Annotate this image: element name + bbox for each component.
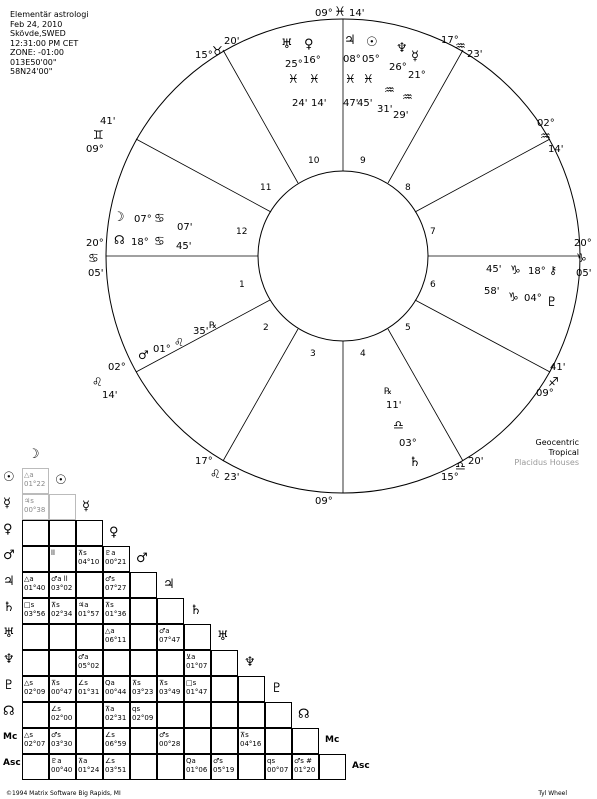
chart-time: 12:31:00 PM CET (10, 38, 79, 48)
aspect-orb: 02°00 (51, 714, 73, 722)
aspect-cell (130, 598, 157, 624)
mars-icon: ♂ (138, 348, 149, 362)
aspect-type: △a (24, 471, 34, 479)
h9-minute: 23' (467, 49, 483, 60)
neptune-degree: 26° (389, 62, 407, 73)
grid-diagonal-12: Asc (352, 761, 370, 771)
jupiter-degree: 08° (343, 54, 361, 65)
grid-row-label-7: ♆ (3, 652, 15, 667)
aspect-cell (49, 520, 76, 546)
grid-diagonal-4: ♂ (136, 551, 148, 566)
grid-diagonal-7: ♅ (217, 629, 229, 644)
house-number-2: 2 (263, 323, 269, 333)
aspect-orb: 03°02 (51, 584, 73, 592)
h6-minute: 41' (550, 362, 566, 373)
mars-minute: 35' (193, 326, 209, 337)
sun-minute: 45' (357, 98, 373, 109)
aspect-cell (103, 650, 130, 676)
house-number-9: 9 (360, 156, 366, 166)
aspect-cell (184, 676, 211, 702)
aspect-cell (49, 624, 76, 650)
aspect-type: ♇a (105, 549, 116, 557)
aspect-orb: 01°36 (105, 610, 127, 618)
aspect-type: qs (267, 757, 276, 765)
grid-row-label-8: ♇ (3, 678, 15, 693)
grid-row-label-1: ☿ (3, 496, 11, 511)
aspect-cell (211, 702, 238, 728)
aspect-cell (265, 702, 292, 728)
jupiter-icon: ♃ (344, 33, 356, 48)
aspect-cell (184, 624, 211, 650)
house-number-6: 6 (430, 280, 436, 290)
aspect-orb: 01°40 (24, 584, 46, 592)
grid-diagonal-6: ♄ (190, 603, 202, 618)
footer-program: Tyl Wheel (538, 790, 567, 797)
sun-degree: 05° (362, 54, 380, 65)
aspect-cell (22, 598, 49, 624)
inner-circle (258, 171, 428, 341)
aspect-type: ∠s (105, 757, 115, 765)
venus-sign: ♓ (309, 72, 320, 86)
aspect-type: ♂s (159, 731, 169, 739)
aspect-cell (184, 754, 211, 780)
aspect-cell (49, 650, 76, 676)
h6-degree: 09° (536, 388, 554, 399)
h3-sign-leo: ♌ (210, 467, 221, 481)
h2-sign-leo: ♌ (92, 375, 103, 389)
aspect-cell (76, 546, 103, 572)
grid-row-label-11: Asc (3, 758, 21, 768)
mercury-degree: 21° (408, 70, 426, 81)
aspect-cell (22, 676, 49, 702)
jupiter-minute: 47' (343, 98, 359, 109)
aspect-orb: 00°44 (105, 688, 127, 696)
aspect-orb: 00°28 (159, 740, 181, 748)
aspect-orb: 04°16 (240, 740, 262, 748)
aspect-cell (76, 624, 103, 650)
aspect-cell (22, 520, 49, 546)
grid-row-label-4: ♃ (3, 574, 15, 589)
house-number-5: 5 (405, 323, 411, 333)
house-number-10: 10 (308, 156, 320, 166)
aspect-cell (265, 728, 292, 754)
mercury-sign: ♒ (402, 90, 413, 104)
aspect-cell (130, 624, 157, 650)
chart-latitude: 58N24'00" (10, 67, 53, 76)
aspect-orb: 00°38 (24, 506, 46, 514)
aspect-cell (22, 650, 49, 676)
uranus-degree: 25° (285, 59, 303, 70)
aspect-cell (157, 598, 184, 624)
chart-date: Feb 24, 2010 (10, 19, 63, 29)
grid-row-label-10: Mc (3, 732, 18, 742)
mc-sign-pisces: ♓ (334, 5, 346, 20)
house-number-12: 12 (236, 227, 248, 237)
footer-copyright: ©1994 Matrix Software Big Rapids, MI (6, 790, 121, 797)
aspect-type: ♂s (105, 575, 115, 583)
aspect-cell (130, 676, 157, 702)
aspect-cell (76, 702, 103, 728)
aspect-type: ♃s (24, 497, 34, 505)
chart-title: Elementär astrologi (10, 10, 89, 19)
h3-degree: 17° (195, 456, 213, 467)
neptune-icon: ♆ (396, 41, 408, 56)
aspect-cell (157, 754, 184, 780)
aspect-type: ⊼s (240, 731, 249, 739)
aspect-orb: 04°10 (78, 558, 100, 566)
aspect-type: ♂a (78, 653, 89, 661)
aspect-cell (22, 754, 49, 780)
grid-diagonal-10: ☊ (298, 707, 310, 722)
aspect-orb: 03°51 (105, 766, 127, 774)
h8-degree: 02° (537, 118, 555, 129)
aspect-cell (22, 702, 49, 728)
legend-houses: Placidus Houses (514, 458, 579, 467)
aspect-cell (103, 754, 130, 780)
mars-sign: ♌ (174, 336, 184, 349)
node-degree: 18° (131, 237, 149, 248)
mc-minute: 14' (349, 8, 365, 19)
aspect-type: ♇a (51, 757, 62, 765)
aspect-cell (184, 702, 211, 728)
grid-row-label-6: ♅ (3, 626, 15, 641)
planet-positions (113, 33, 558, 470)
grid-diagonal-2: ☿ (82, 499, 90, 514)
aspect-cell (103, 676, 130, 702)
aspect-cell (76, 520, 103, 546)
pluto-minute: 58' (484, 286, 500, 297)
aspect-cell (157, 728, 184, 754)
aspect-type: △a (24, 575, 34, 583)
grid-diagonal-0: ☽ (28, 447, 40, 462)
grid-diagonal-5: ♃ (163, 577, 175, 592)
neptune-sign: ♒ (384, 83, 395, 97)
aspect-orb: 07°27 (105, 584, 127, 592)
aspect-type: Qa (105, 679, 115, 687)
h11-minute: 20' (224, 36, 240, 47)
chiron-degree: 18° (528, 266, 546, 277)
moon-icon: ☽ (113, 210, 125, 225)
aspect-orb: 06°11 (105, 636, 127, 644)
saturn-degree: 03° (399, 438, 417, 449)
aspect-type: qs (132, 705, 141, 713)
h5-degree: 15° (441, 472, 459, 483)
aspect-type: ⊼s (105, 601, 114, 609)
moon-degree: 07° (134, 214, 152, 225)
aspect-orb: 01°24 (78, 766, 100, 774)
aspect-orb: 01°06 (186, 766, 208, 774)
aspect-type: ♃a (78, 601, 89, 609)
aspect-type: ♂s # (294, 757, 313, 765)
aspect-cell (49, 754, 76, 780)
aspect-orb: 00°07 (267, 766, 289, 774)
aspect-cell (292, 728, 319, 754)
aspect-orb: 03°56 (24, 610, 46, 618)
pluto-sign: ♑ (508, 290, 519, 304)
legend-tropical: Tropical (548, 448, 579, 457)
aspect-cell (157, 650, 184, 676)
aspect-type: ∠s (78, 679, 88, 687)
h12-minute: 41' (100, 116, 116, 127)
grid-row-label-0: ☉ (3, 470, 15, 485)
aspect-cell (22, 546, 49, 572)
asc-degree: 20° (86, 238, 104, 249)
aspect-cell (130, 754, 157, 780)
aspect-cell (76, 754, 103, 780)
aspect-cell (130, 702, 157, 728)
grid-diagonal-9: ♇ (271, 681, 283, 696)
aspect-cell (238, 702, 265, 728)
aspect-type: ♂a (159, 627, 170, 635)
grid-diagonal-3: ♀ (109, 525, 119, 540)
aspect-cell (103, 598, 130, 624)
h12-degree: 09° (86, 144, 104, 155)
h6-sign-sagittarius: ♐ (548, 375, 559, 389)
aspect-orb: 02°07 (24, 740, 46, 748)
grid-row-label-5: ♄ (3, 600, 15, 615)
aspect-cell (22, 468, 49, 494)
aspect-orb: 03°30 (51, 740, 73, 748)
saturn-icon: ♄ (409, 455, 421, 470)
aspect-cell (22, 624, 49, 650)
house-number-8: 8 (405, 183, 411, 193)
grid-diagonal-11: Mc (325, 735, 340, 745)
aspect-cell (22, 494, 49, 520)
aspect-cell (103, 728, 130, 754)
aspect-cell (49, 728, 76, 754)
aspect-cell (157, 676, 184, 702)
aspect-cell (76, 728, 103, 754)
aspect-orb: 01°22 (24, 480, 46, 488)
dsc-degree: 20° (574, 238, 592, 249)
h11-degree: 15° (195, 50, 213, 61)
aspect-cell (22, 572, 49, 598)
aspect-cell (76, 598, 103, 624)
mars-retrograde-icon: ℞ (209, 321, 218, 331)
h11-sign-taurus: ♉ (212, 44, 223, 58)
aspect-cell (211, 650, 238, 676)
aspect-cell (49, 494, 76, 520)
asc-minute: 05' (88, 268, 104, 279)
aspect-cell (130, 728, 157, 754)
aspect-type: ⊻a (186, 653, 196, 661)
saturn-retrograde-icon: ℞ (384, 387, 393, 397)
pluto-icon: ♇ (546, 295, 558, 310)
jupiter-sign: ♓ (345, 72, 356, 86)
aspect-orb: 01°57 (78, 610, 100, 618)
venus-minute: 14' (311, 98, 327, 109)
aspect-orb: 00°21 (105, 558, 127, 566)
aspect-orb: 00°47 (51, 688, 73, 696)
aspect-cell (49, 598, 76, 624)
aspect-type: ⊼s (51, 679, 60, 687)
aspect-cell (238, 754, 265, 780)
aspect-type: ⊼a (78, 757, 88, 765)
moon-minute: 07' (177, 222, 193, 233)
aspect-cell (184, 650, 211, 676)
h2-minute: 14' (102, 390, 118, 401)
house-number-11: 11 (260, 183, 272, 193)
aspect-cell (130, 650, 157, 676)
grid-row-label-3: ♂ (3, 548, 15, 563)
h5-minute: 20' (468, 456, 484, 467)
aspect-type: ⊼s (78, 549, 87, 557)
h3-minute: 23' (224, 472, 240, 483)
chiron-sign: ♑ (510, 263, 521, 277)
h8-minute: 14' (548, 144, 564, 155)
aspect-orb: 02°34 (51, 610, 73, 618)
aspect-cell (49, 572, 76, 598)
chiron-minute: 45' (486, 264, 502, 275)
aspect-type: ⊼s (51, 601, 60, 609)
aspect-cell (238, 728, 265, 754)
aspect-orb: 01°31 (78, 688, 100, 696)
grid-row-label-2: ♀ (3, 522, 13, 537)
h9-sign-aquarius: ♒ (455, 39, 466, 53)
aspect-orb: 06°59 (105, 740, 127, 748)
mc-degree: 09° (315, 8, 333, 19)
aspect-type: ⊼s (159, 679, 168, 687)
aspect-cell (157, 702, 184, 728)
aspect-type: ll (51, 549, 55, 557)
moon-sign: ♋ (154, 211, 165, 225)
aspect-orb: 02°31 (105, 714, 127, 722)
venus-degree: 16° (303, 55, 321, 66)
aspect-cell (76, 650, 103, 676)
aspect-cell (22, 728, 49, 754)
chart-place: Skövde,SWED (10, 29, 66, 38)
aspect-type: ∠s (105, 731, 115, 739)
aspect-orb: 01°07 (186, 662, 208, 670)
aspect-cell (130, 572, 157, 598)
venus-icon: ♀ (304, 37, 314, 52)
chiron-icon: ⚷ (549, 264, 558, 277)
mercury-minute: 29' (393, 110, 409, 121)
house-number-3: 3 (310, 349, 316, 359)
grid-row-label-9: ☊ (3, 704, 15, 719)
aspect-cell (103, 624, 130, 650)
aspect-orb: 02°09 (132, 714, 154, 722)
aspect-cell (211, 728, 238, 754)
aspect-cell (49, 546, 76, 572)
aspect-cell (49, 702, 76, 728)
aspect-orb: 02°09 (24, 688, 46, 696)
aspect-cell (103, 546, 130, 572)
house-number-7: 7 (430, 227, 436, 237)
chart-legend (514, 438, 579, 468)
saturn-sign: ♎ (393, 418, 404, 432)
aspect-grid (0, 446, 380, 786)
dsc-minute: 05' (576, 268, 592, 279)
node-sign: ♋ (154, 234, 165, 248)
uranus-sign: ♓ (288, 72, 299, 86)
h2-degree: 02° (108, 362, 126, 373)
sun-icon: ☉ (366, 35, 378, 50)
aspect-orb: 03°23 (132, 688, 154, 696)
aspect-cell (157, 624, 184, 650)
aspect-orb: 01°47 (186, 688, 208, 696)
aspect-orb: 03°49 (159, 688, 181, 696)
uranus-icon: ♅ (281, 37, 293, 52)
uranus-minute: 24' (292, 98, 308, 109)
aspect-type: ⊼a (105, 705, 115, 713)
aspect-type: ♂a ll (51, 575, 68, 583)
ic-degree: 09° (315, 496, 333, 507)
h8-sign-aquarius: ♒ (540, 129, 551, 143)
aspect-cell (265, 754, 292, 780)
mars-degree: 01° (153, 344, 171, 355)
node-minute: 45' (176, 241, 192, 252)
aspect-type: □s (186, 679, 197, 687)
aspect-type: ∠s (51, 705, 61, 713)
saturn-minute: 11' (386, 400, 402, 411)
grid-diagonal-8: ♆ (244, 655, 256, 670)
aspect-type: ♂s (51, 731, 61, 739)
aspect-cell (319, 754, 346, 780)
grid-diagonal-1: ☉ (55, 473, 67, 488)
aspect-type: ⊼s (132, 679, 141, 687)
aspect-type: △s (24, 679, 34, 687)
asc-sign-cancer: ♋ (88, 251, 99, 265)
aspect-type: Qa (186, 757, 196, 765)
aspect-cell (76, 572, 103, 598)
aspect-cell (292, 754, 319, 780)
aspect-orb: 00°40 (51, 766, 73, 774)
aspect-type: □s (24, 601, 35, 609)
pluto-degree: 04° (524, 293, 542, 304)
aspect-cell (211, 676, 238, 702)
house-number-4: 4 (360, 349, 366, 359)
aspect-type: △a (105, 627, 115, 635)
aspect-cell (211, 754, 238, 780)
aspect-type: ♂s (213, 757, 223, 765)
h12-sign-gemini: ♊ (93, 128, 104, 142)
aspect-cell (76, 676, 103, 702)
h9-degree: 17° (441, 35, 459, 46)
chart-longitude: 013E50'00" (10, 57, 57, 67)
h5-sign-libra: ♎ (455, 459, 466, 473)
sun-sign: ♓ (363, 72, 374, 86)
node-icon: ☊ (114, 233, 125, 247)
aspect-orb: 01°20 (294, 766, 316, 774)
neptune-minute: 31' (377, 104, 393, 115)
house-number-1: 1 (239, 280, 245, 290)
aspect-cell (238, 676, 265, 702)
dsc-sign-capricorn: ♑ (576, 251, 587, 265)
house-numbers (236, 156, 436, 359)
aspect-orb: 05°19 (213, 766, 235, 774)
aspect-cell (103, 702, 130, 728)
aspect-cell (49, 676, 76, 702)
legend-geocentric: Geocentric (535, 438, 579, 447)
chart-zone: ZONE: -01:00 (10, 48, 64, 57)
mercury-icon: ☿ (411, 49, 419, 64)
house-cusp-lines (106, 19, 580, 493)
aspect-orb: 07°47 (159, 636, 181, 644)
aspect-orb: 05°02 (78, 662, 100, 670)
aspect-cell (103, 572, 130, 598)
aspect-cell (184, 728, 211, 754)
aspect-type: △s (24, 731, 34, 739)
